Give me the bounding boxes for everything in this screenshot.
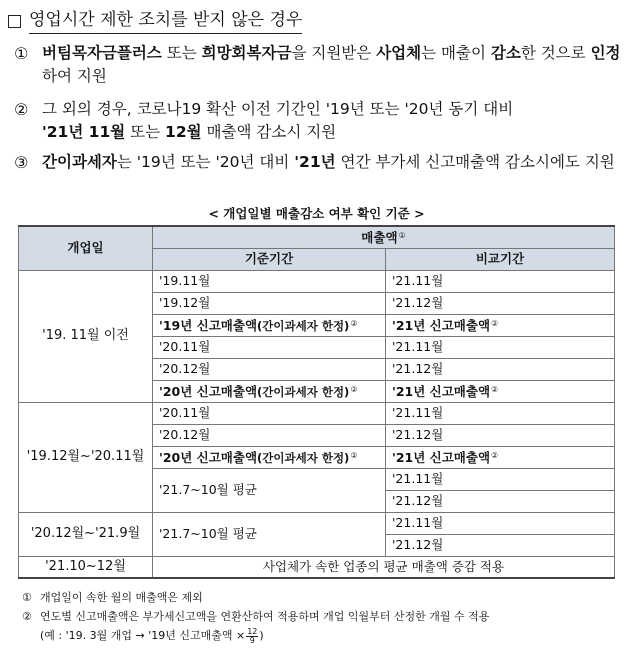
footnote-example: (예 : '19. 3월 개업 → '19년 신고매출액 × $\frac{12}{9}$ ) [40, 626, 264, 645]
compare-cell: '21.12월 [386, 292, 615, 314]
base-cell: '20.11월 [153, 336, 386, 358]
section-heading-text: 영업시간 제한 조치를 받지 않은 경우 [29, 8, 302, 34]
header-open-date: 개업일 [19, 226, 153, 270]
base-cell: '20.11월 [153, 402, 386, 424]
table-caption: < 개업일별 매출감소 여부 확인 기준 > [208, 206, 425, 221]
header-compare-period: 비교기간 [386, 248, 615, 270]
open-period-cell: '21.10~12월 [19, 556, 153, 578]
base-cell: '19년 신고매출액(간이과세자 한정)② [153, 314, 386, 336]
item-number: ① [14, 44, 29, 63]
criteria-item-1 [14, 42, 626, 88]
compare-cell: '21.11월 [386, 270, 615, 292]
compare-cell: '21년 신고매출액② [386, 446, 615, 468]
compare-cell: '21.12월 [386, 490, 615, 512]
table-row [19, 270, 615, 292]
compare-cell: '21년 신고매출액② [386, 380, 615, 402]
criteria-table [18, 225, 615, 579]
fraction: $\frac{12}{9}$ [247, 626, 258, 645]
table-row [19, 402, 615, 424]
base-cell: '20년 신고매출액(간이과세자 한정)② [153, 446, 386, 468]
base-cell: '20.12월 [153, 424, 386, 446]
compare-cell: '21년 신고매출액② [386, 314, 615, 336]
compare-cell: '21.12월 [386, 424, 615, 446]
table-row [19, 556, 615, 578]
base-cell: '20.12월 [153, 358, 386, 380]
compare-cell: '21.11월 [386, 402, 615, 424]
table-row [19, 512, 615, 534]
full-width-cell: 사업체가 속한 업종의 평균 매출액 증감 적용 [153, 556, 615, 578]
base-cell: '21.7~10월 평균 [153, 468, 386, 512]
criteria-item-3 [14, 151, 626, 174]
footnote-1: ① 개업일이 속한 월의 매출액은 제외 [22, 591, 203, 604]
base-cell: '20년 신고매출액(간이과세자 한정)② [153, 380, 386, 402]
base-cell: '19.12월 [153, 292, 386, 314]
item-text: 그 외의 경우, 코로나19 확산 이전 기간인 '19년 또는 '20년 동기 대비 '21년 11월 또는 12월 매출액 감소시 지원 [42, 100, 514, 141]
compare-cell: '21.12월 [386, 358, 615, 380]
footnote-2: ② 연도별 신고매출액은 부가세신고액을 연환산하여 적용하며 개업 익월부터 산정한 개월 수 적용 [22, 610, 490, 623]
base-cell: '19.11월 [153, 270, 386, 292]
open-period-cell: '19.12월~'20.11월 [19, 402, 153, 512]
compare-cell: '21.12월 [386, 534, 615, 556]
item-text: 간이과세자는 '19년 또는 '20년 대비 '21년 연간 부가세 신고매출액 감소시에도 지원 [42, 153, 615, 171]
item-number: ② [14, 100, 29, 119]
compare-cell: '21.11월 [386, 512, 615, 534]
footnotes [22, 588, 627, 645]
open-period-cell: '19. 11월 이전 [19, 270, 153, 402]
checkbox-icon [8, 15, 21, 28]
criteria-item-2 [14, 98, 626, 144]
compare-cell: '21.11월 [386, 336, 615, 358]
compare-cell: '21.11월 [386, 468, 615, 490]
item-text: 버팀목자금플러스 또는 희망회복자금을 지원받은 사업체는 매출이 감소한 것으로 인정하여 지원 [42, 44, 621, 85]
item-number: ③ [14, 153, 29, 172]
open-period-cell: '20.12월~'21.9월 [19, 512, 153, 556]
header-base-period: 기준기간 [153, 248, 386, 270]
base-cell: '21.7~10월 평균 [153, 512, 386, 556]
section-heading [8, 8, 302, 34]
header-sales: 매출액① [153, 226, 615, 248]
